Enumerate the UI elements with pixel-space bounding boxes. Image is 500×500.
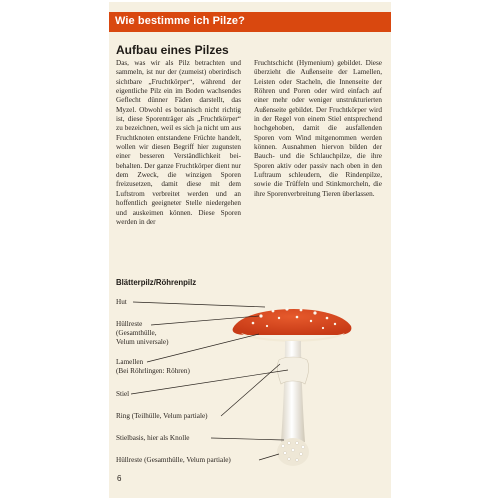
page-number: 6 bbox=[117, 474, 122, 483]
section-title: Aufbau eines Pilzes bbox=[116, 43, 229, 57]
leader-hut bbox=[133, 302, 265, 307]
header-title: Wie bestimme ich Pilze? bbox=[115, 15, 245, 27]
label-huellreste-1: Hüllreste bbox=[116, 320, 143, 328]
label-stiel: Stiel bbox=[116, 390, 130, 398]
leader-stielbasis bbox=[211, 438, 284, 440]
label-hut: Hut bbox=[116, 298, 127, 306]
book-page bbox=[109, 2, 391, 498]
leader-stiel bbox=[131, 370, 288, 394]
label-huellreste-3: Velum universale) bbox=[116, 338, 169, 346]
label-huellreste-bottom: Hüllreste (Gesamthülle, Velum partiale) bbox=[116, 456, 231, 464]
leader-ring bbox=[221, 364, 280, 416]
leader-lines bbox=[109, 2, 391, 498]
leader-huellreste bbox=[151, 316, 259, 325]
label-ring: Ring (Teilhülle, Velum partiale) bbox=[116, 412, 208, 420]
label-lamellen-2: (Bei Röhrlingen: Röhren) bbox=[116, 367, 190, 375]
figure-title: Blätterpilz/Röhrenpilz bbox=[116, 278, 197, 287]
label-lamellen-1: Lamellen bbox=[116, 358, 144, 366]
label-huellreste-2: (Gesamthülle, bbox=[116, 329, 157, 337]
body-text-left-column: Das, was wir als Pilz betrachten und sammeln, ist nur der (zumeist) oberirdisch sichtbare „Fruchtkörper“, während der eigentliche Pilz ein im Boden wachsendes Geflecht dünner Fäden darstellt, das Myzel. Obwohl es botanisch nicht richtig ist, diese Sporenträger als „Fruchtkörper“ zu bezeichnen, weil es sich ja nicht um aus Fruchtknoten entstandene Früchte handelt, wollen wir diesen Begriff hier zugunsten einer besseren Verständlichkeit beibehalten. Der ganze Fruchtkörper dient nur dem Zweck, die winzigen Sporen freizusetzen, damit diese mit dem Luftstrom verbreitet werden und an hoffentlich geeigneter Stelle niedergehen und auskeimen können. Diese Sporen werden in der bbox=[116, 59, 241, 226]
leader-lamellen bbox=[147, 334, 259, 362]
body-text-right-column: Fruchtschicht (Hymenium) gebildet. Diese überzieht die Außenseite der Lamellen, Leisten oder Stacheln, die Innenseite der Röhren und Poren oder wird einfach auf einer mehr oder weniger unstrukturierten Außenseite gebildet. Der Fruchtkörper wird in der Regel von einem Stiel entsprechend hochgehoben, damit die ausfallenden Sporen vom Wind mitgenommen werden können. Ausnahmen hiervon bilden der Bauch- und die Schlauchpilze, die ihre Sporen aktiv oder passiv nach oben in den Luftraum schleudern, die Rindenpilze, sowie die Trüffeln und Stinkmorcheln, die ihre Sporenverbreitung Tieren überlassen. bbox=[254, 59, 382, 198]
label-stielbasis: Stielbasis, hier als Knolle bbox=[116, 434, 190, 442]
leader-huellreste-bottom bbox=[259, 454, 279, 460]
